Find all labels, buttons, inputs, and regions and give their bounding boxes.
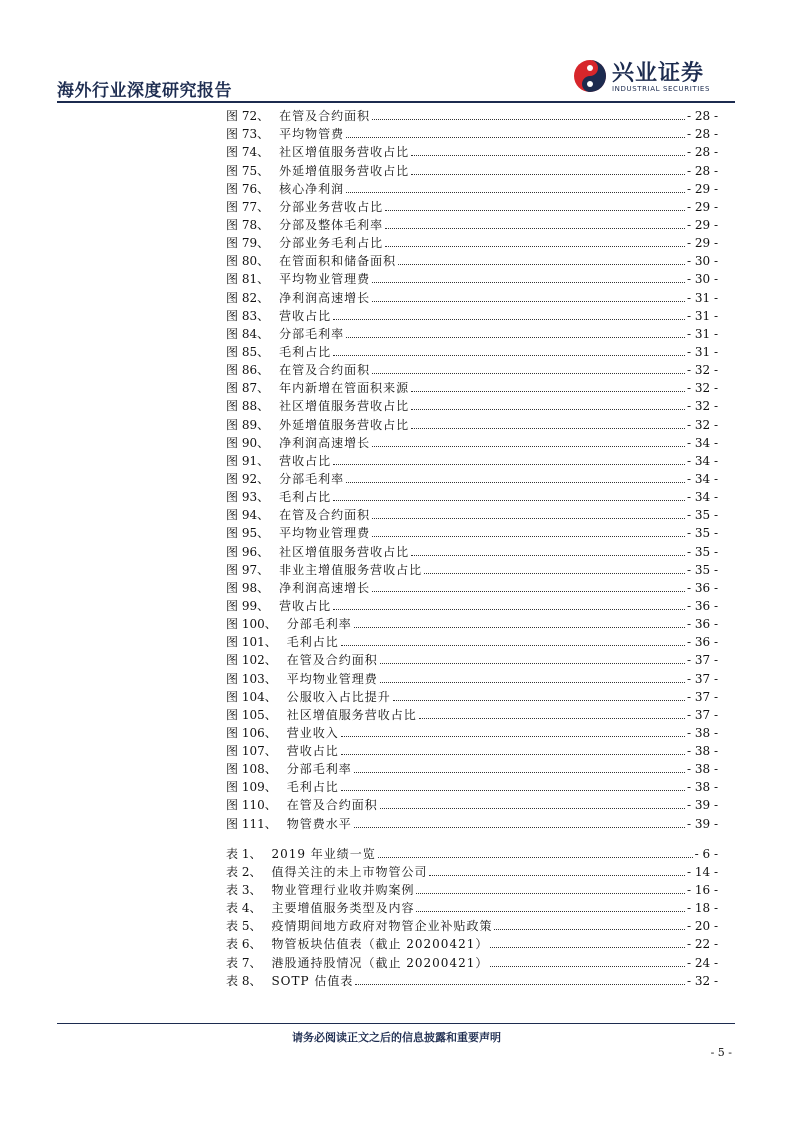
dot-leader (333, 355, 685, 356)
entry-page: - 32 - (686, 399, 718, 414)
entry-page: - 32 - (686, 381, 718, 396)
figure-entry[interactable] (226, 724, 718, 742)
dot-leader (393, 700, 685, 701)
entry-title: 主要增值服务类型及内容 (271, 901, 415, 916)
figure-entry[interactable] (226, 669, 718, 687)
dot-leader (372, 518, 685, 519)
figure-entry[interactable] (226, 307, 718, 325)
logo-brand-subtitle: INDUSTRIAL SECURITIES (612, 85, 710, 93)
dot-leader (411, 174, 685, 175)
entry-number: 图 87、 (226, 381, 270, 396)
entry-page: - 38 - (686, 744, 718, 759)
entry-number: 图 73、 (226, 127, 270, 142)
entry-title: 营业收入 (286, 725, 339, 740)
dot-leader (341, 736, 685, 737)
table-list (226, 845, 718, 990)
dot-leader (372, 373, 685, 374)
entry-number: 图 81、 (226, 272, 270, 287)
entry-title: 物管费水平 (286, 816, 352, 831)
entry-title: 核心净利润 (279, 181, 345, 196)
entry-page: - 35 - (686, 544, 718, 559)
figure-entry[interactable] (226, 651, 718, 669)
entry-number: 图 80、 (226, 254, 270, 269)
dot-leader (372, 591, 685, 592)
entry-title: 外延增值服务营收占比 (279, 163, 410, 178)
entry-page: - 29 - (686, 217, 718, 232)
dot-leader (341, 754, 685, 755)
entry-page: - 38 - (686, 725, 718, 740)
entry-number: 图 99、 (226, 598, 270, 613)
figure-entry[interactable] (226, 198, 718, 216)
figure-entry[interactable] (226, 778, 718, 796)
entry-number: 图 95、 (226, 526, 270, 541)
entry-number: 图 110、 (226, 798, 277, 813)
entry-page: - 38 - (686, 780, 718, 795)
table-entry[interactable] (226, 917, 718, 935)
entry-page: - 39 - (686, 798, 718, 813)
entry-title: 年内新增在管面积来源 (279, 381, 410, 396)
entry-page: - 20 - (686, 919, 718, 934)
figure-entry[interactable] (226, 542, 718, 560)
entry-page: - 29 - (686, 236, 718, 251)
dot-leader (372, 446, 685, 447)
table-entry[interactable] (226, 863, 718, 881)
entry-number: 图 88、 (226, 399, 270, 414)
entry-page: - 30 - (686, 272, 718, 287)
page-number: - 5 - (710, 1046, 732, 1059)
entry-page: - 37 - (686, 653, 718, 668)
entry-title: 公服收入占比提升 (286, 689, 391, 704)
entry-page: - 24 - (686, 955, 718, 970)
entry-number: 图 105、 (226, 707, 277, 722)
entry-number: 图 77、 (226, 199, 270, 214)
entry-number: 图 90、 (226, 435, 270, 450)
dot-leader (380, 682, 685, 683)
entry-title: 营收占比 (279, 453, 332, 468)
entry-page: - 28 - (686, 145, 718, 160)
dot-leader (411, 555, 685, 556)
entry-number: 图 84、 (226, 326, 270, 341)
entry-title: 值得关注的未上市物管公司 (271, 864, 428, 879)
entry-title: 在管及合约面积 (286, 653, 378, 668)
entry-title: 净利润高速增长 (279, 290, 371, 305)
figure-entry[interactable] (226, 470, 718, 488)
figure-entry[interactable] (226, 161, 718, 179)
entry-page: - 35 - (686, 526, 718, 541)
entry-page: - 36 - (686, 580, 718, 595)
entry-number: 图 109、 (226, 780, 277, 795)
figure-entry[interactable] (226, 742, 718, 760)
entry-number: 图 103、 (226, 671, 277, 686)
entry-page: - 18 - (686, 901, 718, 916)
entry-number: 表 7、 (226, 955, 262, 970)
figure-entry[interactable] (226, 814, 718, 832)
dot-leader (354, 772, 685, 773)
entry-title: 2019 年业绩一览 (271, 846, 376, 861)
entry-number: 图 91、 (226, 453, 270, 468)
figure-entry[interactable] (226, 107, 718, 125)
entry-page: - 39 - (686, 816, 718, 831)
logo-mark-icon (572, 58, 608, 94)
footer-divider (57, 1023, 735, 1024)
entry-number: 表 1、 (226, 846, 262, 861)
figure-entry[interactable] (226, 125, 718, 143)
dot-leader (385, 246, 685, 247)
dot-leader (494, 929, 685, 930)
entry-title: 社区增值服务营收占比 (279, 544, 410, 559)
entry-title: 非业主增值服务营收占比 (279, 562, 423, 577)
dot-leader (424, 573, 685, 574)
dot-leader (416, 893, 685, 894)
entry-title: 社区增值服务营收占比 (279, 145, 410, 160)
entry-title: 在管及合约面积 (286, 798, 378, 813)
dot-leader (341, 790, 685, 791)
dot-leader (490, 947, 685, 948)
entry-page: - 31 - (686, 326, 718, 341)
entry-page: - 34 - (686, 435, 718, 450)
entry-page: - 22 - (686, 937, 718, 952)
entry-title: 毛利占比 (286, 635, 339, 650)
entry-title: 分部毛利率 (286, 762, 352, 777)
entry-title: 营收占比 (279, 308, 332, 323)
entry-page: - 37 - (686, 689, 718, 704)
entry-title: 在管及合约面积 (279, 508, 371, 523)
figure-list (226, 107, 718, 833)
figure-entry[interactable] (226, 688, 718, 706)
entry-number: 表 5、 (226, 919, 262, 934)
entry-title: 港股通持股情况（截止 20200421） (271, 955, 489, 970)
figure-entry[interactable] (226, 325, 718, 343)
figure-entry[interactable] (226, 288, 718, 306)
dot-leader (354, 827, 685, 828)
table-entry[interactable] (226, 935, 718, 953)
entry-page: - 34 - (686, 471, 718, 486)
figure-entry[interactable] (226, 216, 718, 234)
entry-title: 分部业务毛利占比 (279, 236, 384, 251)
entry-title: 外延增值服务营收占比 (279, 417, 410, 432)
dot-leader (372, 301, 685, 302)
dot-leader (341, 645, 685, 646)
entry-page: - 37 - (686, 671, 718, 686)
figure-entry[interactable] (226, 252, 718, 270)
dot-leader (416, 911, 685, 912)
entry-page: - 14 - (686, 864, 718, 879)
entry-number: 图 98、 (226, 580, 270, 595)
entry-title: 分部毛利率 (279, 326, 345, 341)
entry-page: - 38 - (686, 762, 718, 777)
entry-title: 物管板块估值表（截止 20200421） (271, 937, 489, 952)
entry-page: - 29 - (686, 181, 718, 196)
figure-entry[interactable] (226, 579, 718, 597)
figure-entry[interactable] (226, 379, 718, 397)
dot-leader (429, 875, 685, 876)
entry-title: SOTP 估值表 (271, 973, 354, 988)
entry-page: - 36 - (686, 598, 718, 613)
table-entry[interactable] (226, 881, 718, 899)
dot-leader (333, 464, 685, 465)
entry-title: 分部毛利率 (279, 471, 345, 486)
entry-page: - 32 - (686, 973, 718, 988)
entry-number: 表 8、 (226, 973, 262, 988)
dot-leader (411, 409, 685, 410)
entry-title: 分部及整体毛利率 (279, 217, 384, 232)
dot-leader (411, 428, 685, 429)
entry-page: - 37 - (686, 707, 718, 722)
entry-number: 图 89、 (226, 417, 270, 432)
logo-brand-name: 兴业证券 (612, 61, 705, 86)
entry-title: 平均物业管理费 (286, 671, 378, 686)
entry-title: 分部毛利率 (286, 617, 352, 632)
entry-title: 社区增值服务营收占比 (279, 399, 410, 414)
entry-page: - 30 - (686, 254, 718, 269)
entry-number: 图 104、 (226, 689, 277, 704)
dot-leader (385, 210, 685, 211)
entry-number: 图 107、 (226, 744, 277, 759)
dot-leader (380, 808, 685, 809)
entry-title: 净利润高速增长 (279, 580, 371, 595)
entry-title: 物业管理行业收并购案例 (271, 883, 415, 898)
entry-page: - 35 - (686, 562, 718, 577)
entry-number: 图 78、 (226, 217, 270, 232)
dot-leader (398, 264, 685, 265)
report-type-title: 海外行业深度研究报告 (57, 81, 232, 101)
figure-entry[interactable] (226, 488, 718, 506)
entry-number: 图 79、 (226, 236, 270, 251)
figure-entry[interactable] (226, 633, 718, 651)
figure-entry[interactable] (226, 397, 718, 415)
figure-entry[interactable] (226, 615, 718, 633)
entry-number: 图 106、 (226, 725, 277, 740)
table-entry[interactable] (226, 953, 718, 971)
entry-title: 在管面积和储备面积 (279, 254, 397, 269)
list-gap (226, 833, 718, 845)
entry-number: 图 97、 (226, 562, 270, 577)
entry-number: 图 86、 (226, 363, 270, 378)
entry-number: 图 94、 (226, 508, 270, 523)
entry-number: 图 101、 (226, 635, 277, 650)
dot-leader (346, 137, 685, 138)
dot-leader (385, 228, 685, 229)
entry-title: 社区增值服务营收占比 (286, 707, 417, 722)
entry-number: 图 74、 (226, 145, 270, 160)
figure-entry[interactable] (226, 706, 718, 724)
dot-leader (346, 192, 685, 193)
entry-title: 平均物业管理费 (279, 272, 371, 287)
entry-title: 平均物业管理费 (279, 526, 371, 541)
entry-number: 图 75、 (226, 163, 270, 178)
entry-page: - 31 - (686, 290, 718, 305)
figure-entry[interactable] (226, 434, 718, 452)
footer-disclaimer: 请务必阅读正文之后的信息披露和重要声明 (292, 1031, 501, 1044)
entry-page: - 16 - (686, 883, 718, 898)
dot-leader (355, 984, 685, 985)
dot-leader (411, 155, 685, 156)
figure-entry[interactable] (226, 361, 718, 379)
entry-page: - 28 - (686, 163, 718, 178)
figure-entry[interactable] (226, 415, 718, 433)
entry-page: - 31 - (686, 308, 718, 323)
dot-leader (490, 966, 685, 967)
figure-entry[interactable] (226, 760, 718, 778)
entry-title: 疫情期间地方政府对物管企业补贴政策 (271, 919, 493, 934)
entry-number: 图 108、 (226, 762, 277, 777)
dot-leader (411, 391, 685, 392)
entry-number: 图 72、 (226, 109, 270, 124)
entry-page: - 35 - (686, 508, 718, 523)
entry-page: - 32 - (686, 417, 718, 432)
entry-number: 表 4、 (226, 901, 262, 916)
table-of-contents (226, 107, 718, 990)
entry-number: 图 111、 (226, 816, 277, 831)
table-entry[interactable] (226, 845, 718, 863)
entry-page: - 29 - (686, 199, 718, 214)
figure-entry[interactable] (226, 597, 718, 615)
entry-page: - 36 - (686, 617, 718, 632)
figure-entry[interactable] (226, 524, 718, 542)
entry-title: 在管及合约面积 (279, 363, 371, 378)
entry-title: 毛利占比 (279, 490, 332, 505)
figure-entry[interactable] (226, 180, 718, 198)
entry-title: 净利润高速增长 (279, 435, 371, 450)
entry-page: - 6 - (694, 846, 718, 861)
entry-number: 表 6、 (226, 937, 262, 952)
dot-leader (346, 337, 685, 338)
entry-title: 在管及合约面积 (279, 109, 371, 124)
figure-entry[interactable] (226, 506, 718, 524)
entry-page: - 34 - (686, 490, 718, 505)
entry-number: 图 82、 (226, 290, 270, 305)
dot-leader (333, 319, 685, 320)
dot-leader (372, 282, 685, 283)
entry-title: 营收占比 (279, 598, 332, 613)
entry-number: 图 96、 (226, 544, 270, 559)
entry-title: 毛利占比 (279, 344, 332, 359)
figure-entry[interactable] (226, 270, 718, 288)
dot-leader (354, 627, 685, 628)
entry-page: - 34 - (686, 453, 718, 468)
figure-entry[interactable] (226, 452, 718, 470)
entry-title: 平均物管费 (279, 127, 345, 142)
dot-leader (372, 119, 685, 120)
entry-page: - 31 - (686, 344, 718, 359)
dot-leader (333, 500, 685, 501)
table-entry[interactable] (226, 899, 718, 917)
dot-leader (346, 482, 685, 483)
dot-leader (333, 609, 685, 610)
figure-entry[interactable] (226, 234, 718, 252)
dot-leader (380, 663, 685, 664)
figure-entry[interactable] (226, 143, 718, 161)
entry-number: 表 2、 (226, 864, 262, 879)
dot-leader (378, 857, 693, 858)
dot-leader (372, 536, 685, 537)
entry-number: 图 85、 (226, 344, 270, 359)
entry-title: 毛利占比 (286, 780, 339, 795)
table-entry[interactable] (226, 972, 718, 990)
entry-page: - 28 - (686, 109, 718, 124)
entry-page: - 36 - (686, 635, 718, 650)
company-logo (572, 56, 737, 96)
entry-title: 分部业务营收占比 (279, 199, 384, 214)
figure-entry[interactable] (226, 796, 718, 814)
entry-page: - 28 - (686, 127, 718, 142)
entry-number: 图 93、 (226, 490, 270, 505)
entry-number: 图 100、 (226, 617, 277, 632)
entry-page: - 32 - (686, 363, 718, 378)
entry-number: 图 76、 (226, 181, 270, 196)
dot-leader (419, 718, 685, 719)
entry-number: 图 83、 (226, 308, 270, 323)
entry-number: 表 3、 (226, 883, 262, 898)
figure-entry[interactable] (226, 561, 718, 579)
entry-title: 营收占比 (286, 744, 339, 759)
entry-number: 图 92、 (226, 471, 270, 486)
entry-number: 图 102、 (226, 653, 277, 668)
figure-entry[interactable] (226, 343, 718, 361)
header-divider (57, 101, 735, 103)
